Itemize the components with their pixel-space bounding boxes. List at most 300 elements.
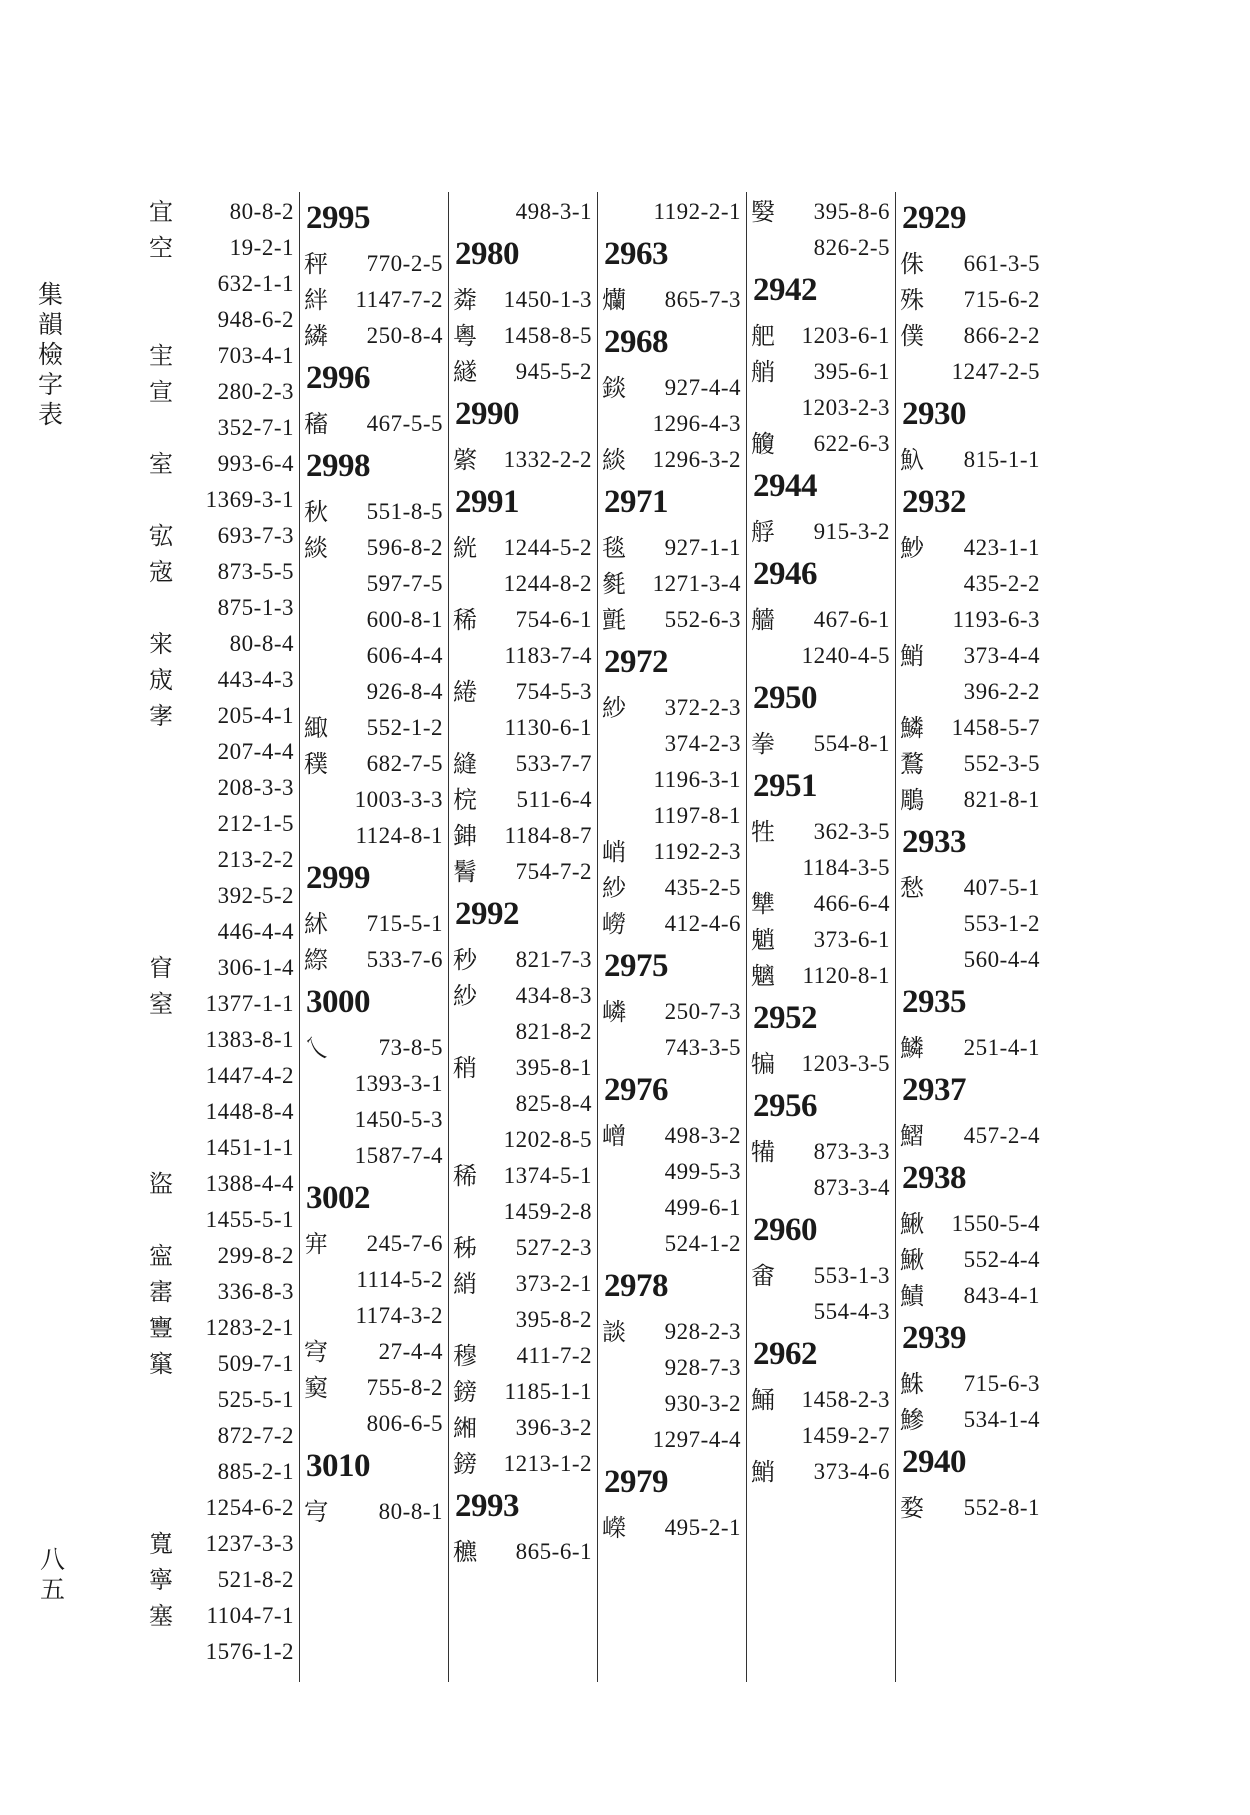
- index-entry: [304, 780, 443, 816]
- index-entry: [900, 1116, 1040, 1152]
- index-entry: [602, 1312, 741, 1348]
- index-entry: [900, 1400, 1040, 1436]
- section-number: 2995: [306, 200, 370, 236]
- entry-reference: 533-7-7: [515, 751, 592, 776]
- entry-character: 鰍: [900, 1246, 924, 1274]
- index-column: [145, 192, 300, 1682]
- entry-reference: 1451-1-1: [205, 1135, 294, 1160]
- index-columns: [145, 192, 1045, 1682]
- entry-reference: 755-8-2: [366, 1375, 443, 1400]
- entry-reference: 395-8-1: [515, 1055, 592, 1080]
- entry-character: 縫: [453, 750, 477, 778]
- entry-reference: 596-8-2: [366, 535, 443, 560]
- entry-reference: 843-4-1: [963, 1283, 1040, 1308]
- entry-character: 犕: [751, 1138, 775, 1166]
- entry-reference: 80-8-4: [229, 631, 294, 656]
- entry-reference: 1124-8-1: [355, 823, 443, 848]
- entry-character: 殊: [900, 286, 924, 314]
- index-entry: [304, 1064, 443, 1100]
- section-number: 2956: [753, 1088, 817, 1124]
- index-entry: [453, 1120, 592, 1156]
- index-entry: [453, 528, 592, 564]
- entry-reference: 1550-5-4: [951, 1211, 1040, 1236]
- entry-character: 稀: [453, 1162, 477, 1190]
- index-entry: [751, 956, 890, 992]
- index-entry: [453, 852, 592, 888]
- entry-character: 舥: [751, 322, 775, 350]
- index-entry: [602, 1028, 741, 1064]
- entry-character: 宖: [149, 522, 173, 550]
- entry-reference: 993-6-4: [217, 451, 294, 476]
- entry-reference: 552-6-3: [664, 607, 741, 632]
- index-entry: [304, 940, 443, 976]
- index-entry: [149, 876, 294, 912]
- entry-reference: 552-4-4: [963, 1247, 1040, 1272]
- entry-reference: 1271-3-4: [652, 571, 741, 596]
- entry-character: 緂: [304, 534, 328, 562]
- index-entry: [602, 1384, 741, 1420]
- entry-reference: 372-2-3: [664, 695, 741, 720]
- section-number: 2935: [902, 984, 966, 1020]
- section-number: 2939: [902, 1320, 966, 1356]
- index-title: 集韻檢字表: [38, 280, 64, 429]
- index-entry: [304, 816, 443, 852]
- index-entry: [149, 192, 294, 228]
- entry-reference: 597-7-5: [366, 571, 443, 596]
- entry-character: 毯: [602, 534, 626, 562]
- index-entry: [149, 1452, 294, 1488]
- index-entry: [149, 336, 294, 372]
- index-entry: [149, 1128, 294, 1164]
- index-entry: [900, 1204, 1040, 1240]
- entry-reference: 1576-1-2: [205, 1639, 294, 1664]
- index-entry: [900, 780, 1040, 816]
- entry-reference: 1120-8-1: [802, 963, 890, 988]
- entry-reference: 872-7-2: [217, 1423, 294, 1448]
- entry-reference: 1388-4-4: [205, 1171, 294, 1196]
- index-entry: [304, 280, 443, 316]
- section-number: 2978: [604, 1268, 668, 1304]
- entry-reference: 1587-7-4: [354, 1143, 443, 1168]
- entry-character: 宣: [149, 378, 173, 406]
- entry-reference: 928-7-3: [664, 1355, 741, 1380]
- index-entry: [149, 444, 294, 480]
- entry-reference: 446-4-4: [217, 919, 294, 944]
- entry-reference: 499-6-1: [664, 1195, 741, 1220]
- section-number: 2938: [902, 1160, 966, 1196]
- index-entry: [453, 600, 592, 636]
- index-entry: [751, 1132, 890, 1168]
- section-number: 2946: [753, 556, 817, 592]
- index-entry: [149, 1596, 294, 1632]
- index-entry: [751, 352, 890, 388]
- index-entry: [751, 1044, 890, 1080]
- index-entry: [304, 1224, 443, 1260]
- index-entry: [602, 992, 741, 1028]
- entry-reference: 1374-5-1: [503, 1163, 592, 1188]
- index-entry: [751, 812, 890, 848]
- entry-character: 魈: [751, 926, 775, 954]
- entry-character: 絉: [304, 910, 328, 938]
- index-entry: [453, 1532, 592, 1568]
- entry-character: 寚: [149, 1278, 173, 1306]
- entry-character: 鰼: [900, 1122, 924, 1150]
- index-entry: [149, 984, 294, 1020]
- entry-reference: 250-8-4: [366, 323, 443, 348]
- index-entry: [149, 264, 294, 300]
- entry-reference: 524-1-2: [664, 1231, 741, 1256]
- section-number: 2979: [604, 1464, 668, 1500]
- section-number: 2990: [455, 396, 519, 432]
- index-entry: [453, 1228, 592, 1264]
- entry-character: 宜: [149, 198, 173, 226]
- index-entry: [149, 1416, 294, 1452]
- entry-character: 塞: [149, 1602, 173, 1630]
- entry-reference: 1459-2-8: [503, 1199, 592, 1224]
- entry-character: 綃: [453, 1270, 477, 1298]
- index-entry: [602, 368, 741, 404]
- entry-character: 繸: [453, 358, 477, 386]
- entry-character: 魞: [900, 446, 924, 474]
- entry-reference: 927-1-1: [664, 535, 741, 560]
- index-entry: [149, 480, 294, 516]
- entry-reference: 821-8-1: [963, 787, 1040, 812]
- entry-reference: 826-2-5: [813, 235, 890, 260]
- entry-reference: 661-3-5: [963, 251, 1040, 276]
- index-entry: [751, 636, 890, 672]
- entry-character: 紗: [453, 982, 477, 1010]
- index-column: [449, 192, 598, 1682]
- section-number: 2940: [902, 1444, 966, 1480]
- section-number: 2975: [604, 948, 668, 984]
- index-entry: [149, 1488, 294, 1524]
- index-entry: [453, 440, 592, 476]
- entry-reference: 1393-3-1: [354, 1071, 443, 1096]
- entry-reference: 754-5-3: [515, 679, 592, 704]
- entry-reference: 1184-8-7: [504, 823, 592, 848]
- entry-reference: 873-5-5: [217, 559, 294, 584]
- entry-character: 稀: [453, 606, 477, 634]
- index-entry: [602, 528, 741, 564]
- entry-character: 拳: [751, 730, 775, 758]
- entry-reference: 1147-7-2: [355, 287, 443, 312]
- entry-reference: 1202-8-5: [503, 1127, 592, 1152]
- index-entry: [602, 1152, 741, 1188]
- entry-character: 窒: [149, 990, 173, 1018]
- index-entry: [304, 564, 443, 600]
- entry-character: 嶸: [602, 1514, 626, 1542]
- entry-reference: 1203-6-1: [801, 323, 890, 348]
- index-entry: [602, 440, 741, 476]
- index-entry: [900, 1276, 1040, 1312]
- index-entry: [602, 404, 741, 440]
- entry-character: 犨: [751, 890, 775, 918]
- index-entry: [751, 316, 890, 352]
- index-entry: [149, 1308, 294, 1344]
- entry-reference: 551-8-5: [366, 499, 443, 524]
- index-entry: [751, 388, 890, 424]
- entry-character: 鶩: [900, 750, 924, 778]
- entry-reference: 1213-1-2: [503, 1451, 592, 1476]
- index-entry: [149, 1200, 294, 1236]
- entry-reference: 1459-2-7: [801, 1423, 890, 1448]
- entry-reference: 499-5-3: [664, 1159, 741, 1184]
- section-number: 2980: [455, 236, 519, 272]
- index-entry: [453, 316, 592, 352]
- index-entry: [304, 316, 443, 352]
- entry-reference: 1192-2-3: [653, 839, 741, 864]
- entry-character: 盜: [149, 1170, 173, 1198]
- entry-character: 窅: [149, 954, 173, 982]
- index-entry: [453, 780, 592, 816]
- entry-reference: 1003-3-3: [354, 787, 443, 812]
- entry-character: 鋛: [453, 822, 477, 850]
- entry-character: 嶗: [602, 910, 626, 938]
- index-column: [747, 192, 896, 1682]
- entry-reference: 521-8-2: [217, 1567, 294, 1592]
- index-entry: [149, 768, 294, 804]
- entry-character: 鰺: [900, 1406, 924, 1434]
- entry-reference: 821-8-2: [515, 1019, 592, 1044]
- index-entry: [900, 440, 1040, 476]
- entry-character: 嶒: [602, 1122, 626, 1150]
- entry-reference: 1192-2-1: [653, 199, 741, 224]
- entry-reference: 434-8-3: [515, 983, 592, 1008]
- section-number: 2963: [604, 236, 668, 272]
- entry-character: 鬌: [453, 858, 477, 886]
- index-entry: [304, 1136, 443, 1172]
- index-entry: [149, 1524, 294, 1560]
- index-entry: [304, 636, 443, 672]
- entry-reference: 280-2-3: [217, 379, 294, 404]
- index-entry: [602, 904, 741, 940]
- index-entry: [149, 588, 294, 624]
- index-entry: [751, 600, 890, 636]
- entry-reference: 533-7-6: [366, 947, 443, 972]
- entry-reference: 373-4-6: [813, 1459, 890, 1484]
- entry-reference: 703-4-1: [217, 343, 294, 368]
- entry-reference: 1237-3-3: [205, 1531, 294, 1556]
- entry-reference: 1130-6-1: [504, 715, 592, 740]
- entry-character: 畬: [751, 1262, 775, 1290]
- entry-character: 梡: [453, 786, 477, 814]
- index-entry: [602, 1508, 741, 1544]
- entry-reference: 373-2-1: [515, 1271, 592, 1296]
- index-entry: [453, 1300, 592, 1336]
- entry-reference: 373-4-4: [963, 643, 1040, 668]
- section-number: 2962: [753, 1336, 817, 1372]
- entry-reference: 527-2-3: [515, 1235, 592, 1260]
- index-entry: [453, 1264, 592, 1300]
- index-entry: [149, 732, 294, 768]
- entry-character: 寧: [149, 1566, 173, 1594]
- index-entry: [453, 1372, 592, 1408]
- entry-reference: 873-3-3: [813, 1139, 890, 1164]
- entry-reference: 930-3-2: [664, 1391, 741, 1416]
- index-entry: [751, 512, 890, 548]
- section-number: 2996: [306, 360, 370, 396]
- index-entry: [900, 940, 1040, 976]
- index-entry: [453, 1192, 592, 1228]
- entry-reference: 411-7-2: [516, 1343, 592, 1368]
- index-entry: [602, 796, 741, 832]
- index-entry: [751, 920, 890, 956]
- index-entry: [751, 1380, 890, 1416]
- index-entry: [602, 868, 741, 904]
- entry-reference: 715-5-1: [366, 911, 443, 936]
- index-entry: [149, 516, 294, 552]
- entry-reference: 1458-5-7: [951, 715, 1040, 740]
- index-entry: [751, 1292, 890, 1328]
- index-entry: [149, 660, 294, 696]
- index-column: [598, 192, 747, 1682]
- entry-reference: 373-6-1: [813, 927, 890, 952]
- index-entry: [453, 192, 592, 228]
- index-entry: [453, 672, 592, 708]
- entry-reference: 407-5-1: [963, 875, 1040, 900]
- index-entry: [602, 564, 741, 600]
- index-entry: [453, 1444, 592, 1480]
- index-entry: [751, 1452, 890, 1488]
- entry-reference: 1104-7-1: [206, 1603, 294, 1628]
- entry-reference: 915-3-2: [813, 519, 890, 544]
- entry-character: 毿: [602, 570, 626, 598]
- index-entry: [602, 1420, 741, 1456]
- entry-reference: 554-4-3: [813, 1299, 890, 1324]
- entry-character: 秤: [304, 250, 328, 278]
- section-number: 3010: [306, 1448, 370, 1484]
- entry-character: 鎊: [453, 1378, 477, 1406]
- index-entry: [900, 316, 1040, 352]
- entry-reference: 1455-5-1: [205, 1207, 294, 1232]
- index-entry: [149, 1560, 294, 1596]
- index-entry: [304, 1368, 443, 1404]
- entry-reference: 207-4-4: [217, 739, 294, 764]
- index-entry: [453, 1408, 592, 1444]
- index-entry: [149, 1632, 294, 1668]
- index-entry: [304, 1492, 443, 1528]
- index-entry: [900, 600, 1040, 636]
- index-entry: [602, 832, 741, 868]
- section-number: 2993: [455, 1488, 519, 1524]
- entry-reference: 754-7-2: [515, 859, 592, 884]
- entry-character: 繗: [304, 322, 328, 350]
- section-number: 2976: [604, 1072, 668, 1108]
- entry-reference: 873-3-4: [813, 1175, 890, 1200]
- entry-character: 宩: [149, 630, 173, 658]
- entry-character: 綣: [453, 678, 477, 706]
- entry-character: 絖: [453, 534, 477, 562]
- entry-character: 室: [149, 450, 173, 478]
- section-number: 2937: [902, 1072, 966, 1108]
- entry-reference: 743-3-5: [664, 1035, 741, 1060]
- index-entry: [453, 940, 592, 976]
- index-entry: [900, 280, 1040, 316]
- entry-reference: 1203-3-5: [801, 1051, 890, 1076]
- entry-character: 爤: [602, 286, 626, 314]
- index-entry: [304, 708, 443, 744]
- entry-reference: 1114-5-2: [356, 1267, 443, 1292]
- entry-reference: 423-1-1: [963, 535, 1040, 560]
- entry-character: 穆: [453, 1342, 477, 1370]
- entry-character: 窫: [304, 1374, 328, 1402]
- entry-reference: 928-2-3: [664, 1319, 741, 1344]
- entry-reference: 1450-5-3: [354, 1107, 443, 1132]
- entry-character: 談: [602, 1318, 626, 1346]
- entry-reference: 815-1-1: [963, 447, 1040, 472]
- entry-reference: 1377-1-1: [205, 991, 294, 1016]
- entry-character: 魦: [900, 534, 924, 562]
- index-entry: [453, 976, 592, 1012]
- index-entry: [304, 672, 443, 708]
- section-number: 2951: [753, 768, 817, 804]
- entry-reference: 457-2-4: [963, 1123, 1040, 1148]
- index-entry: [304, 528, 443, 564]
- entry-character: 鮹: [751, 1458, 775, 1486]
- entry-reference: 560-4-4: [963, 947, 1040, 972]
- entry-reference: 622-6-3: [813, 431, 890, 456]
- index-entry: [900, 904, 1040, 940]
- entry-reference: 395-8-2: [515, 1307, 592, 1332]
- entry-character: 緅: [304, 714, 328, 742]
- entry-reference: 362-3-5: [813, 819, 890, 844]
- entry-reference: 509-7-1: [217, 1351, 294, 1376]
- index-entry: [149, 840, 294, 876]
- index-entry: [602, 1224, 741, 1260]
- entry-reference: 1450-1-3: [503, 287, 592, 312]
- entry-character: 緂: [602, 446, 626, 474]
- index-entry: [900, 708, 1040, 744]
- entry-character: 峭: [602, 838, 626, 866]
- entry-character: 秒: [453, 946, 477, 974]
- index-entry: [453, 1012, 592, 1048]
- entry-reference: 825-8-4: [515, 1091, 592, 1116]
- section-number: 3002: [306, 1180, 370, 1216]
- index-entry: [900, 1364, 1040, 1400]
- index-entry: [149, 552, 294, 588]
- entry-character: 鮹: [900, 642, 924, 670]
- index-column: [896, 192, 1045, 1682]
- section-number: 2992: [455, 896, 519, 932]
- index-entry: [453, 636, 592, 672]
- entry-character: 錟: [602, 374, 626, 402]
- entry-reference: 80-8-2: [229, 199, 294, 224]
- entry-reference: 715-6-3: [963, 1371, 1040, 1396]
- entry-character: 稍: [453, 1054, 477, 1082]
- entry-character: 鰿: [900, 1282, 924, 1310]
- index-entry: [149, 948, 294, 984]
- entry-reference: 205-4-1: [217, 703, 294, 728]
- entry-reference: 865-7-3: [664, 287, 741, 312]
- entry-reference: 1247-2-5: [951, 359, 1040, 384]
- index-entry: [900, 636, 1040, 672]
- entry-reference: 299-8-2: [217, 1243, 294, 1268]
- entry-reference: 770-2-5: [366, 251, 443, 276]
- index-entry: [453, 1156, 592, 1192]
- index-entry: [602, 724, 741, 760]
- index-entry: [602, 280, 741, 316]
- entry-reference: 1244-5-2: [503, 535, 592, 560]
- entry-reference: 1297-4-4: [652, 1427, 741, 1452]
- index-entry: [751, 424, 890, 460]
- entry-reference: 251-4-1: [963, 1035, 1040, 1060]
- entry-character: 寬: [149, 1530, 173, 1558]
- index-entry: [602, 600, 741, 636]
- index-column: [300, 192, 449, 1682]
- entry-reference: 212-1-5: [217, 811, 294, 836]
- entry-reference: 945-5-2: [515, 359, 592, 384]
- entry-character: 魑: [751, 962, 775, 990]
